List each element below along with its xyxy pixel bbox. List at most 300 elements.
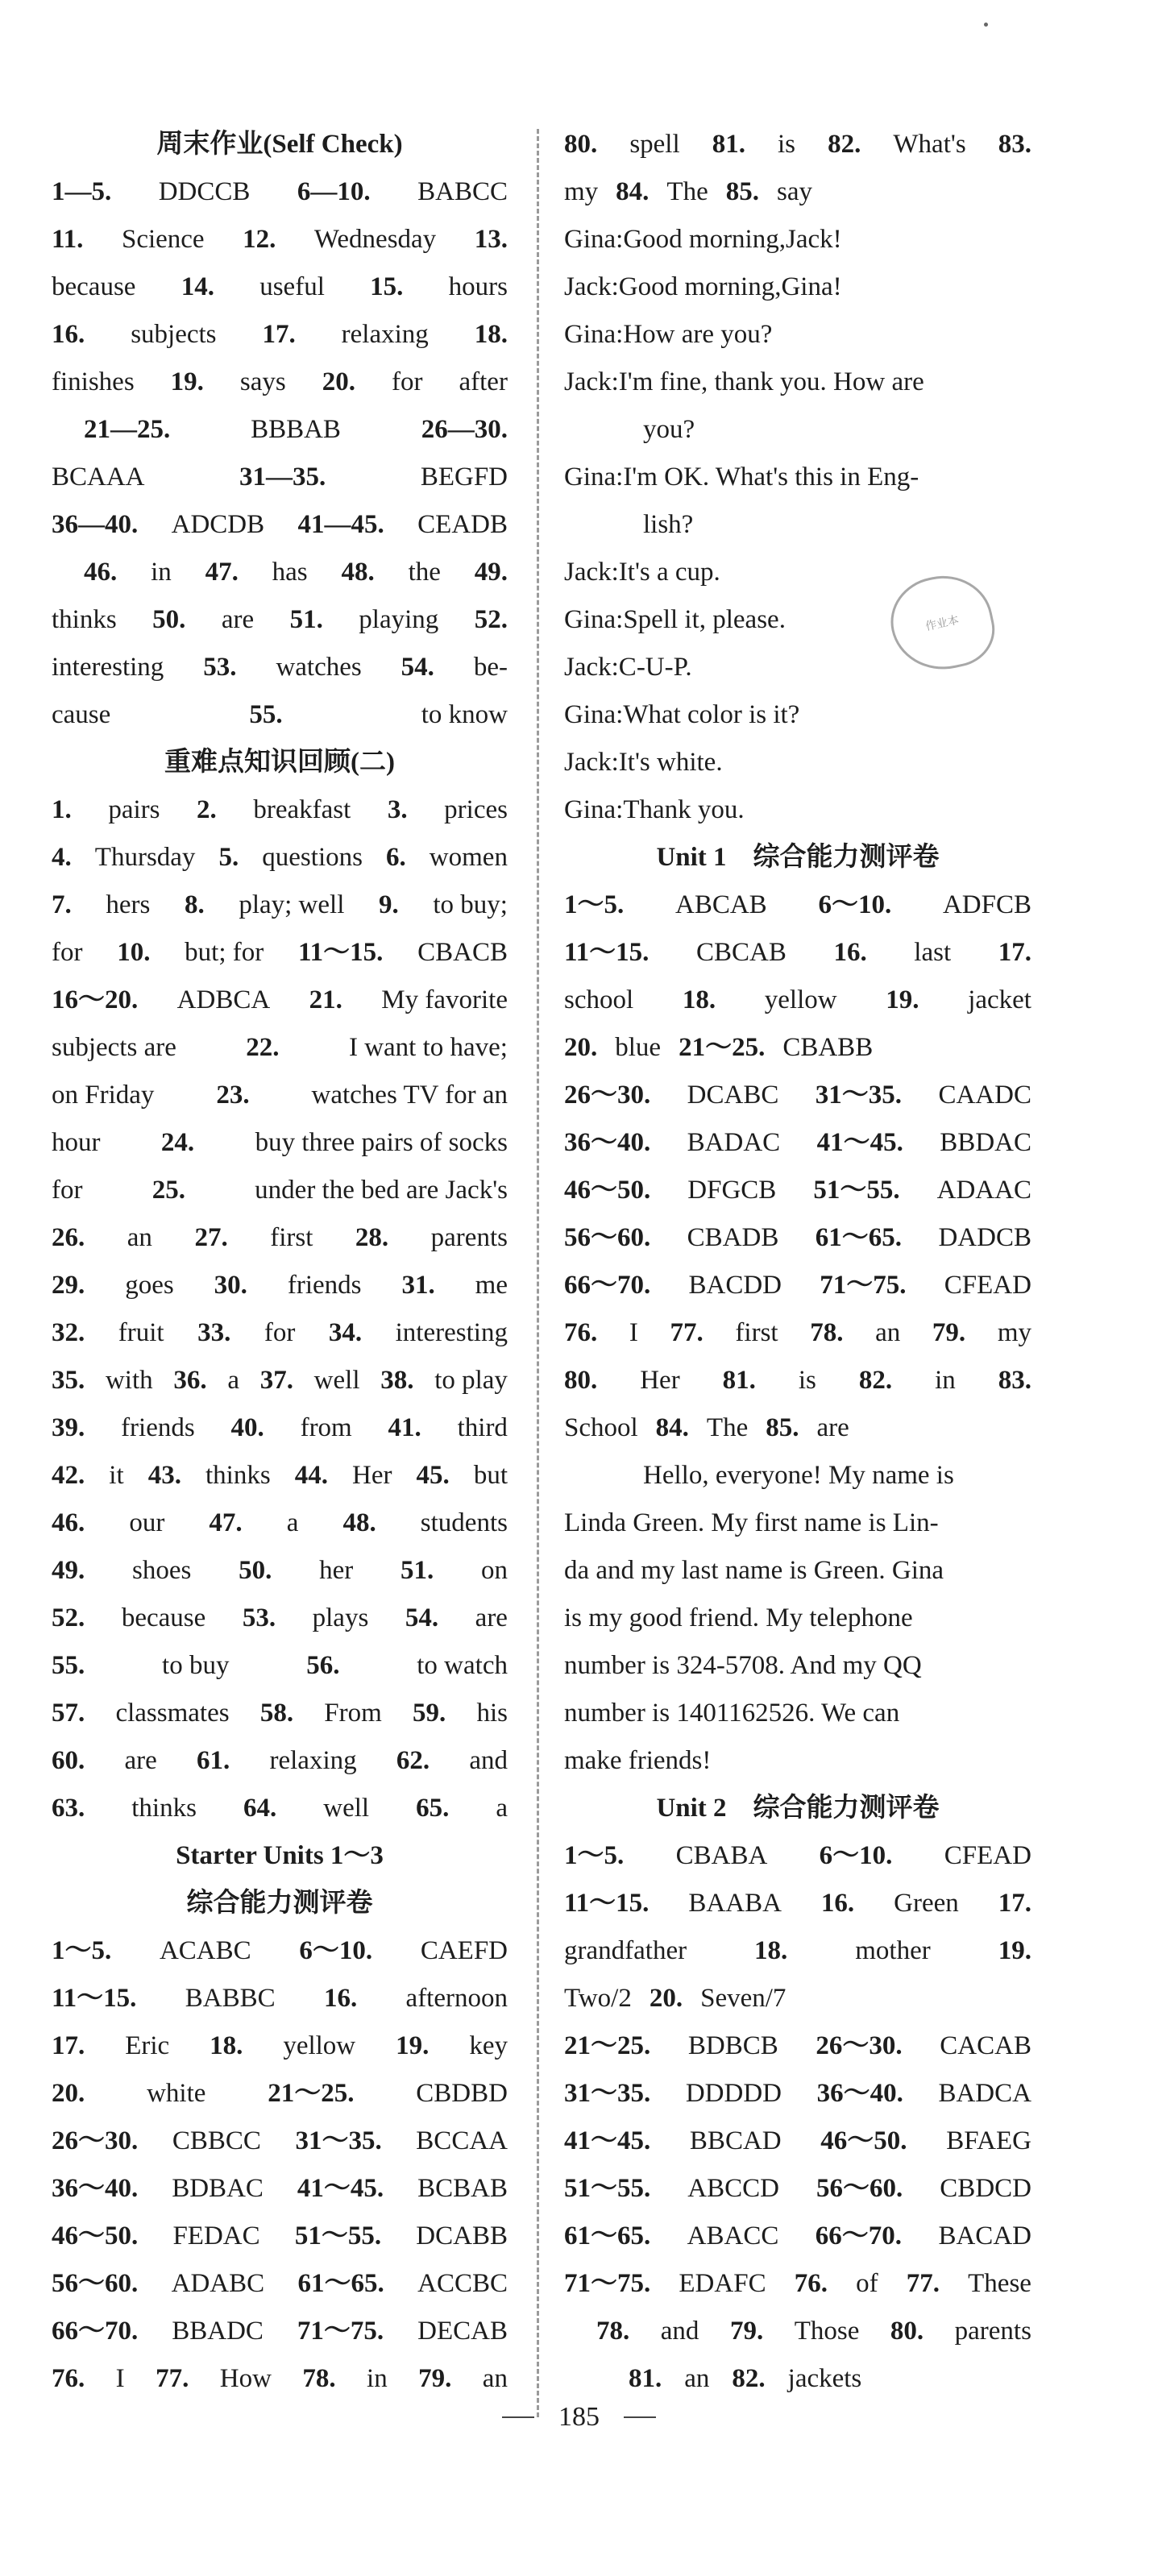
answer-text: says	[239, 367, 286, 396]
answer-label: 20.	[322, 367, 356, 396]
answer-label: 80.	[564, 130, 598, 159]
answer-text: jackets	[787, 2364, 862, 2393]
answer-text: white	[147, 2079, 206, 2108]
answer-text: Science	[121, 225, 205, 254]
answer-label: 77.	[156, 2364, 189, 2393]
answer-text: is	[778, 130, 796, 159]
answer-label: 60.	[52, 1746, 85, 1775]
answer-label: 21.	[309, 985, 342, 1014]
answer-label: 82.	[828, 130, 861, 159]
section-heading	[52, 1880, 508, 1927]
answer-label: 17.	[262, 320, 296, 349]
answer-line	[564, 1214, 1031, 1262]
answer-text: yellow	[283, 2031, 356, 2060]
answer-text: jacket	[968, 985, 1031, 1014]
answer-line	[52, 1975, 508, 2022]
answer-label: Unit 2 综合能力测评卷	[656, 1794, 940, 1823]
answer-text: DCABC	[687, 1081, 779, 1110]
answer-text: spell	[629, 130, 680, 159]
answer-text: Gina:How are you?	[564, 320, 773, 349]
answer-label: 62.	[396, 1746, 430, 1775]
answer-line	[52, 168, 508, 216]
answer-label: 41.	[388, 1413, 421, 1442]
answer-text: CBACB	[417, 938, 508, 967]
answer-text: women	[429, 843, 508, 872]
footer-dash	[502, 2416, 534, 2418]
answer-line	[564, 1404, 1031, 1452]
answer-line	[564, 359, 1031, 406]
answer-text: for	[264, 1318, 296, 1347]
answer-text: Eric	[125, 2031, 170, 2060]
answer-line	[564, 1072, 1031, 1119]
answer-text: relaxing	[269, 1746, 357, 1775]
answer-label: Unit 1 综合能力测评卷	[656, 843, 940, 872]
answer-text: Gina:Spell it, please.	[564, 605, 786, 634]
answer-text: My favorite	[381, 985, 508, 1014]
answer-line	[52, 786, 508, 834]
answer-line	[564, 454, 1031, 501]
answer-text: blue	[615, 1033, 662, 1062]
answer-text: yellow	[764, 985, 837, 1014]
answer-label: 33.	[197, 1318, 231, 1347]
answer-label: 22.	[246, 1033, 280, 1062]
answer-text: questions	[262, 843, 363, 872]
answer-label: 2.	[197, 795, 217, 824]
answer-label: 21—25.	[84, 415, 171, 444]
answer-line	[52, 929, 508, 977]
answer-text: BACDD	[688, 1271, 782, 1300]
answer-text: BBBAB	[251, 415, 341, 444]
answer-label: 18.	[474, 320, 508, 349]
answer-text: an	[684, 2364, 710, 2393]
answer-text: my	[997, 1318, 1031, 1347]
answer-line	[564, 1357, 1031, 1404]
answer-label: 59.	[413, 1699, 446, 1728]
answer-text: breakfast	[253, 795, 351, 824]
section-heading	[52, 739, 508, 786]
answer-text: my	[564, 177, 599, 206]
answer-text: DCABB	[416, 2221, 508, 2250]
answer-line	[52, 501, 508, 549]
answer-text: BACAD	[938, 2221, 1031, 2250]
answer-label: 78.	[810, 1318, 844, 1347]
answer-label: 46.	[84, 558, 118, 587]
answer-text: BDBAC	[172, 2174, 264, 2203]
answer-line	[52, 1072, 508, 1119]
answer-label: 49.	[52, 1556, 85, 1585]
answer-text: subjects	[131, 320, 217, 349]
answer-label: 31～35.	[815, 1081, 903, 1110]
answer-line	[564, 1024, 1031, 1072]
answer-label: 66～70.	[52, 2317, 139, 2346]
section-heading	[52, 121, 508, 168]
answer-label: 8.	[184, 890, 205, 919]
answer-text: Hello, everyone! My name is	[643, 1461, 954, 1490]
answer-text: but	[473, 1461, 508, 1490]
answer-line	[52, 1690, 508, 1737]
answer-label: 34.	[328, 1318, 363, 1347]
answer-label: 83.	[998, 1366, 1031, 1395]
answer-label: 1.	[52, 795, 72, 824]
answer-text: in	[935, 1366, 956, 1395]
answer-text: How	[219, 2364, 272, 2393]
answer-text: for	[52, 1176, 83, 1205]
answer-line	[564, 1309, 1031, 1357]
answer-text: in	[367, 2364, 388, 2393]
answer-label: 17.	[998, 1889, 1031, 1918]
answer-line	[52, 834, 508, 881]
answer-text: finishes	[52, 367, 135, 396]
answer-label: 26—30.	[421, 415, 508, 444]
answer-text: are	[221, 605, 255, 634]
answer-label: 11～15.	[564, 1889, 650, 1918]
answer-label: 20.	[564, 1033, 598, 1062]
answer-label: 11～15.	[52, 1984, 137, 2013]
answer-label: 16.	[52, 320, 85, 349]
answer-label: 78.	[596, 2317, 630, 2346]
answer-label: 51.	[289, 605, 323, 634]
answer-text: Linda Green. My first name is Lin-	[564, 1508, 939, 1537]
answer-text: CBBCC	[172, 2126, 261, 2155]
answer-text: buy three pairs of socks	[255, 1128, 508, 1157]
answer-text: The	[666, 177, 708, 206]
answer-text: because	[52, 272, 136, 301]
answer-line	[52, 2308, 508, 2355]
answer-text: CBABA	[675, 1841, 768, 1870]
answer-text: BADAC	[687, 1128, 781, 1157]
answer-label: 58.	[259, 1699, 294, 1728]
answer-text: Jack:C-U-P.	[564, 653, 692, 682]
answer-text: Green	[894, 1889, 959, 1918]
answer-text: to play	[434, 1366, 508, 1395]
answer-label: 37.	[259, 1366, 293, 1395]
answer-label: 1～5.	[564, 1841, 625, 1870]
answer-label: 16.	[833, 938, 867, 967]
answer-text: lish?	[643, 510, 694, 539]
answer-line	[52, 359, 508, 406]
answer-text: be-	[473, 653, 508, 682]
answer-text: parents	[954, 2317, 1031, 2346]
answer-text: ACCBC	[417, 2269, 508, 2298]
answer-text: after	[459, 367, 508, 396]
answer-text: to buy	[162, 1651, 230, 1680]
answer-label: 4.	[52, 843, 72, 872]
answer-label: 36～40.	[52, 2174, 139, 2203]
answer-line	[564, 1452, 1031, 1500]
answer-label: 54.	[405, 1603, 439, 1632]
answer-text: useful	[259, 272, 325, 301]
answer-label: 56～60.	[52, 2269, 139, 2298]
answer-text: an	[875, 1318, 901, 1347]
answer-text: BCBAB	[417, 2174, 508, 2203]
answer-text: DADCB	[938, 1223, 1031, 1252]
answer-text: BEGFD	[420, 463, 508, 492]
answer-label: 55.	[52, 1651, 85, 1680]
answer-label: 16.	[323, 1984, 358, 2013]
answer-label: 21～25.	[268, 2079, 355, 2108]
answer-line	[564, 2355, 1031, 2403]
answer-text: hers	[106, 890, 151, 919]
answer-label: 3.	[387, 795, 408, 824]
answer-label: 52.	[474, 605, 508, 634]
answer-label: 36～40.	[564, 1128, 651, 1157]
answer-label: 61～65.	[815, 1223, 903, 1252]
answer-text: Gina:I'm OK. What's this in Eng-	[564, 463, 919, 492]
answer-text: third	[457, 1413, 508, 1442]
answer-label: 63.	[52, 1794, 85, 1823]
answer-label: 84.	[616, 177, 650, 206]
answer-text: is my good friend. My telephone	[564, 1603, 913, 1632]
answer-label: 35.	[52, 1366, 85, 1395]
answer-text: well	[323, 1794, 370, 1823]
answer-label: 19.	[170, 367, 204, 396]
answer-label: 61～65.	[297, 2269, 384, 2298]
answer-text: hours	[448, 272, 508, 301]
answer-label: 79.	[729, 2317, 764, 2346]
answer-text: BABCC	[417, 177, 508, 206]
answer-label: 5.	[218, 843, 239, 872]
answer-text: first	[270, 1223, 313, 1252]
answer-label: 7.	[52, 890, 72, 919]
answer-label: 9.	[378, 890, 399, 919]
answer-label: 11.	[52, 225, 84, 254]
answer-text: From	[324, 1699, 382, 1728]
answer-label: 17.	[998, 938, 1031, 967]
answer-line	[564, 1595, 1031, 1642]
answer-label: 77.	[906, 2269, 940, 2298]
section-heading	[52, 1832, 508, 1880]
answer-text: are	[816, 1413, 849, 1442]
answer-text: students	[420, 1508, 508, 1537]
answer-text: are	[124, 1746, 157, 1775]
answer-text: CBABB	[782, 1033, 874, 1062]
answer-text: ADABC	[171, 2269, 265, 2298]
answer-line	[564, 1167, 1031, 1214]
answer-label: 66～70.	[815, 2221, 903, 2250]
answer-label: 14.	[181, 272, 214, 301]
answer-text: parents	[430, 1223, 508, 1252]
answer-line	[52, 263, 508, 311]
answer-text: CBADB	[687, 1223, 779, 1252]
answer-label: 31～35.	[295, 2126, 382, 2155]
answer-text: hour	[52, 1128, 101, 1157]
answer-text: cause	[52, 700, 111, 729]
answer-line	[52, 977, 508, 1024]
answer-text: watches TV for an	[311, 1081, 508, 1110]
answer-line	[564, 739, 1031, 786]
answer-label: 53.	[242, 1603, 276, 1632]
answer-line	[564, 2118, 1031, 2165]
answer-text: his	[476, 1699, 508, 1728]
answer-label: 41～45.	[816, 1128, 903, 1157]
answer-line	[52, 454, 508, 501]
answer-label: 46～50.	[820, 2126, 907, 2155]
answer-label: 30.	[214, 1271, 247, 1300]
answer-label: 38.	[380, 1366, 414, 1395]
answer-text: FEDAC	[172, 2221, 260, 2250]
answer-label: 42.	[52, 1461, 85, 1490]
answer-text: make friends!	[564, 1746, 712, 1775]
answer-label: 66～70.	[564, 1271, 651, 1300]
answer-label: 27.	[194, 1223, 228, 1252]
answer-text: CBDBD	[416, 2079, 508, 2108]
answer-label: 76.	[52, 2364, 85, 2393]
answer-label: 13.	[474, 225, 508, 254]
answer-line	[52, 691, 508, 739]
answer-text: to know	[421, 700, 508, 729]
answer-label: 61～65.	[564, 2221, 651, 2250]
answer-label: 48.	[342, 1508, 376, 1537]
answer-text: DECAB	[417, 2317, 508, 2346]
answer-text: me	[475, 1271, 508, 1300]
answer-label: 56～60.	[564, 1223, 651, 1252]
answer-text: interesting	[395, 1318, 508, 1347]
answer-label: 61.	[197, 1746, 230, 1775]
answer-line	[564, 2165, 1031, 2213]
answer-label: 56～60.	[816, 2174, 903, 2203]
answer-label: 84.	[655, 1413, 689, 1442]
answer-label: 81.	[722, 1366, 756, 1395]
answer-label: 16.	[820, 1889, 855, 1918]
answer-label: 46～50.	[564, 1176, 651, 1205]
answer-text: I	[629, 1318, 638, 1347]
answer-text: has	[272, 558, 308, 587]
answer-text: Gina:What color is it?	[564, 700, 800, 729]
answer-label: Starter Units 1～3	[176, 1841, 384, 1870]
answer-text: goes	[125, 1271, 174, 1300]
answer-text: BDBCB	[687, 2031, 778, 2060]
answer-text: ADFCB	[942, 890, 1031, 919]
answer-text: subjects are	[52, 1033, 176, 1062]
answer-text: CAEFD	[420, 1936, 508, 1965]
answer-label: 23.	[216, 1081, 250, 1110]
answer-text: it	[109, 1461, 124, 1490]
answer-label: 85.	[766, 1413, 799, 1442]
answer-label: 16～20.	[52, 985, 139, 1014]
answer-text: I	[115, 2364, 125, 2393]
answer-text: grandfather	[564, 1936, 687, 1965]
answer-line	[564, 977, 1031, 1024]
answer-text: ABCCD	[687, 2174, 779, 2203]
answer-label: 47.	[205, 558, 239, 587]
answer-text: shoes	[132, 1556, 192, 1585]
answer-line	[52, 1927, 508, 1975]
answer-text: under the bed are Jack's	[255, 1176, 508, 1205]
answer-line	[52, 2213, 508, 2260]
answer-text: watches	[276, 653, 362, 682]
answer-line	[564, 406, 1031, 454]
answer-line	[52, 1357, 508, 1404]
answer-text: number is 1401162526. We can	[564, 1699, 900, 1728]
answer-label: 40.	[230, 1413, 264, 1442]
answer-text: afternoon	[405, 1984, 508, 2013]
answer-label: 18.	[682, 985, 716, 1014]
answer-label: 39.	[52, 1413, 85, 1442]
answer-line	[52, 216, 508, 263]
answer-label: 79.	[418, 2364, 452, 2393]
answer-line	[52, 1785, 508, 1832]
answer-line	[564, 263, 1031, 311]
answer-text: BBADC	[172, 2317, 264, 2346]
answer-text: because	[121, 1603, 206, 1632]
answer-line	[564, 1119, 1031, 1167]
answer-label: 79.	[932, 1318, 966, 1347]
answer-text: an	[127, 1223, 152, 1252]
answer-text: ADBCA	[176, 985, 271, 1014]
answer-line	[564, 121, 1031, 168]
answer-line	[52, 881, 508, 929]
answer-line	[52, 1404, 508, 1452]
answer-label: 19.	[886, 985, 919, 1014]
answer-line	[52, 2070, 508, 2118]
answer-line	[52, 1262, 508, 1309]
answer-line	[52, 2260, 508, 2308]
answer-text: on Friday	[52, 1081, 155, 1110]
section-heading	[564, 834, 1031, 881]
answer-text: for	[52, 938, 83, 967]
answer-text: Thursday	[94, 843, 196, 872]
answer-label: 46～50.	[52, 2221, 139, 2250]
answer-label: 51～55.	[294, 2221, 382, 2250]
answer-text: BCAAA	[52, 463, 145, 492]
answer-label: 19.	[396, 2031, 430, 2060]
answer-text: friends	[287, 1271, 362, 1300]
answer-label: 51～55.	[564, 2174, 651, 2203]
answer-text: are	[475, 1603, 508, 1632]
answer-label: 10.	[117, 938, 151, 967]
answer-text: key	[469, 2031, 508, 2060]
answer-label: 47.	[209, 1508, 243, 1537]
answer-line	[564, 2308, 1031, 2355]
answer-label: 20.	[649, 1984, 683, 2013]
answer-line	[564, 691, 1031, 739]
answer-text: DDCCB	[158, 177, 251, 206]
answer-text: Two/2	[564, 1984, 632, 2013]
answer-text: BCCAA	[416, 2126, 508, 2155]
answer-label: 26～30.	[52, 2126, 139, 2155]
answer-text: of	[856, 2269, 878, 2298]
answer-text: on	[480, 1556, 508, 1585]
answer-label: 21～25.	[679, 1033, 766, 1062]
answer-label: 25.	[151, 1176, 185, 1205]
answer-label: 81.	[629, 2364, 662, 2393]
answer-line	[52, 1547, 508, 1595]
answer-label: 36～40.	[816, 2079, 903, 2108]
answer-label: 6.	[386, 843, 406, 872]
answer-line	[564, 1690, 1031, 1737]
answer-text: a	[286, 1508, 299, 1537]
answer-label: 综合能力测评卷	[186, 1889, 373, 1918]
answer-text: What's	[893, 130, 966, 159]
answer-line	[564, 1737, 1031, 1785]
answer-text: CBDCD	[940, 2174, 1031, 2203]
answer-line	[52, 1119, 508, 1167]
page-number: 185	[558, 2402, 600, 2432]
answer-label: 53.	[203, 653, 237, 682]
answer-line	[564, 786, 1031, 834]
answer-line	[564, 1500, 1031, 1547]
answer-text: Jack:It's a cup.	[564, 558, 720, 587]
answer-label: 重难点知识回顾(二)	[164, 748, 395, 777]
answer-text: first	[735, 1318, 778, 1347]
answer-label: 12.	[243, 225, 276, 254]
answer-text: CEADB	[417, 510, 508, 539]
answer-label: 1～5.	[564, 890, 625, 919]
answer-label: 83.	[998, 130, 1031, 159]
answer-label: 78.	[302, 2364, 336, 2393]
answer-line	[52, 1024, 508, 1072]
answer-label: 18.	[210, 2031, 243, 2060]
